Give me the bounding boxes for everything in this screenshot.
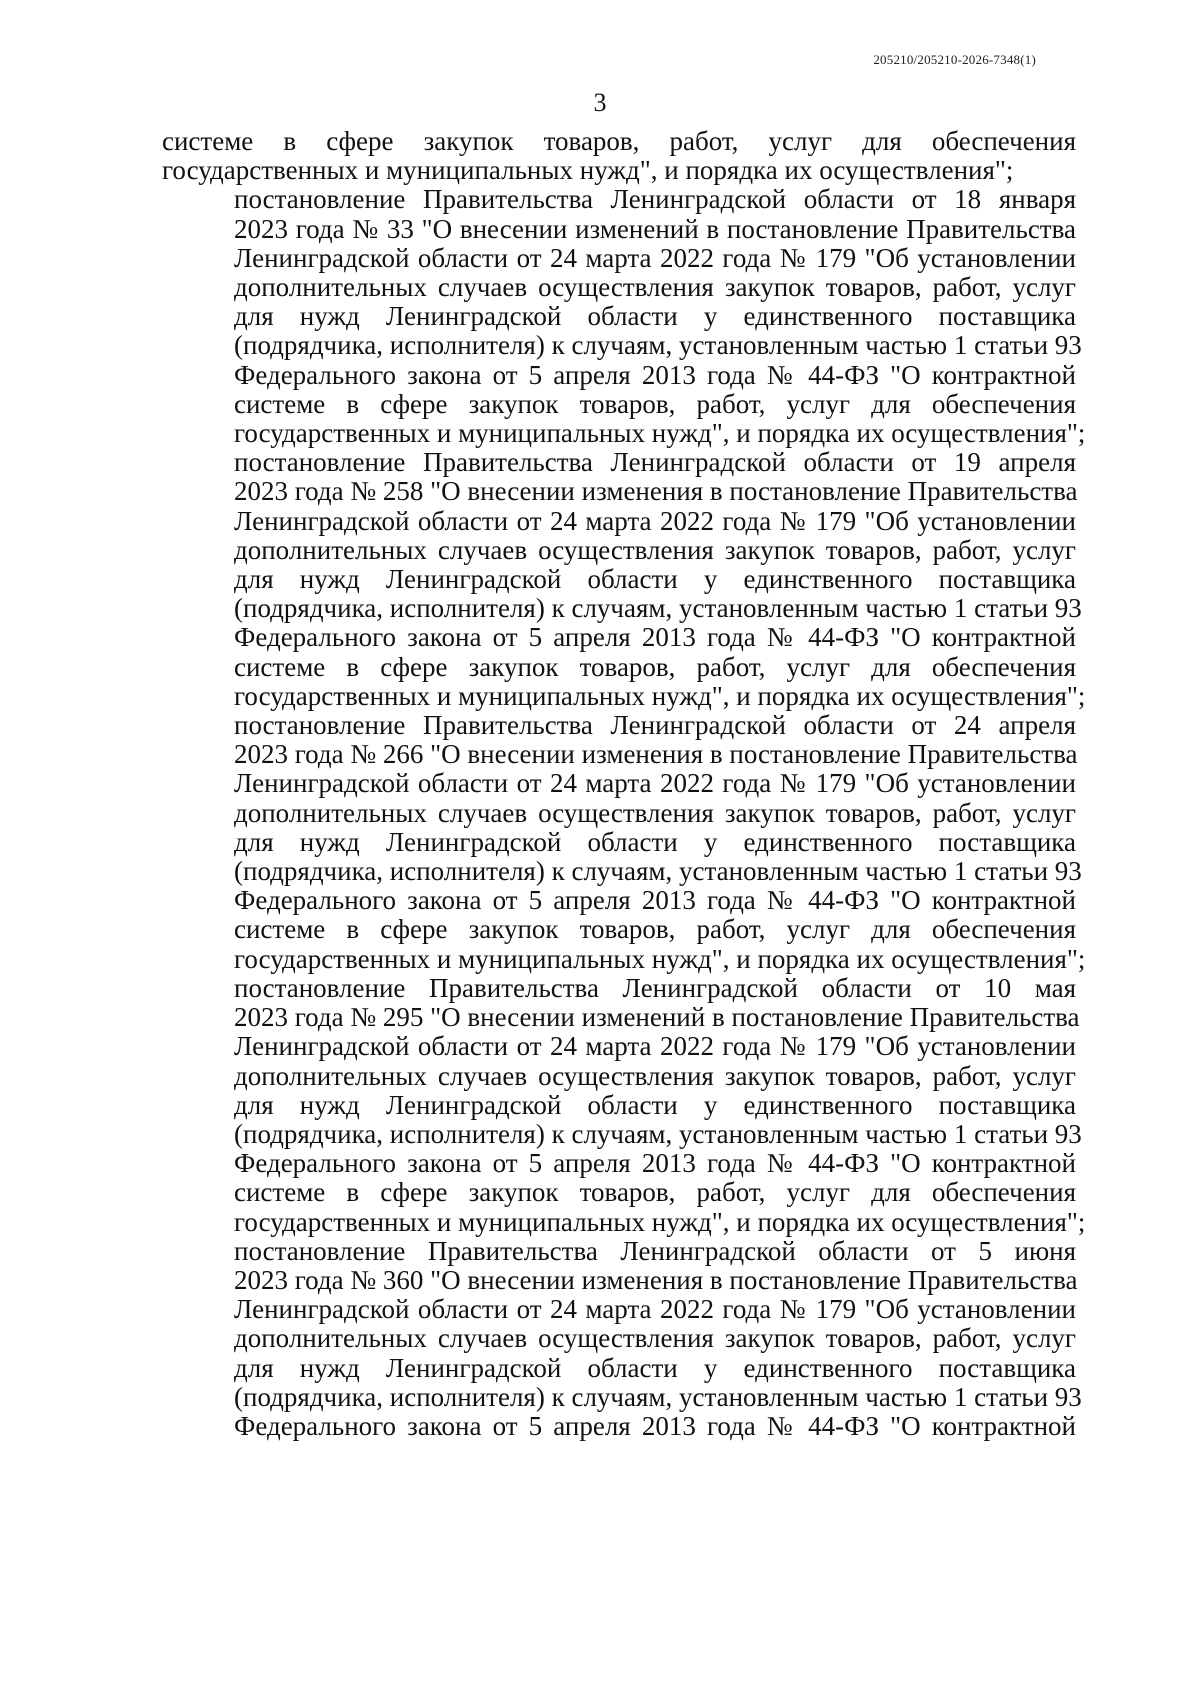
text-line: Федерального закона от 5 апреля 2013 года № 44-ФЗ "О контрактной	[234, 1410, 1076, 1441]
text-line: Ленинградской области от 24 марта 2022 года № 179 "Об установлении	[234, 505, 1076, 536]
text-line: 2023 года № 295 "О внесении изменений в постановление Правительства	[234, 1002, 1080, 1033]
paragraph-continuation	[162, 127, 1076, 185]
text-line: (подрядчика, исполнителя) к случаям, установленным частью 1 статьи 93	[234, 1381, 1082, 1412]
text-line: Федерального закона от 5 апреля 2013 года № 44-ФЗ "О контрактной	[234, 622, 1076, 653]
text-line: системе в сфере закупок товаров, работ, услуг для обеспечения	[162, 126, 1076, 156]
text-line: Федерального закона от 5 апреля 2013 года № 44-ФЗ "О контрактной	[234, 885, 1076, 916]
paragraph-decree-18-january	[162, 184, 1086, 449]
text-line: (подрядчика, исполнителя) к случаям, установленным частью 1 статьи 93	[234, 330, 1082, 361]
text-line: 2023 года № 33 "О внесении изменений в постановление Правительства	[234, 213, 1076, 244]
text-line: дополнительных случаев осуществления закупок товаров, работ, услуг	[234, 534, 1076, 565]
text-line: Ленинградской области от 24 марта 2022 года № 179 "Об установлении	[234, 242, 1076, 273]
page-number: 3	[593, 88, 607, 117]
paragraph-decree-19-april	[162, 447, 1086, 711]
text-line: Федерального закона от 5 апреля 2013 года № 44-ФЗ "О контрактной	[234, 1148, 1076, 1179]
paragraph-decree-5-june	[162, 1235, 1082, 1441]
text-line: Ленинградской области от 24 марта 2022 года № 179 "Об установлении	[234, 768, 1076, 799]
text-line: Ленинградской области от 24 марта 2022 года № 179 "Об установлении	[234, 1031, 1076, 1062]
text-line: постановление Правительства Ленинградской области от 18 января	[234, 184, 1076, 215]
text-line: Ленинградской области от 24 марта 2022 года № 179 "Об установлении	[234, 1294, 1076, 1325]
text-line: постановление Правительства Ленинградской области от 5 июня	[234, 1235, 1076, 1266]
text-line: 2023 года № 258 "О внесении изменения в постановление Правительства	[234, 476, 1078, 507]
text-line: (подрядчика, исполнителя) к случаям, установленным частью 1 статьи 93	[234, 593, 1082, 624]
text-line: постановление Правительства Ленинградской области от 19 апреля	[234, 447, 1076, 478]
text-line: дополнительных случаев осуществления закупок товаров, работ, услуг	[234, 272, 1076, 303]
text-line: системе в сфере закупок товаров, работ, услуг для обеспечения	[234, 914, 1076, 945]
text-line: (подрядчика, исполнителя) к случаям, установленным частью 1 статьи 93	[234, 1118, 1082, 1149]
text-line: постановление Правительства Ленинградской области от 10 мая	[234, 972, 1076, 1003]
text-line: государственных и муниципальных нужд", и порядка их осуществления";	[234, 943, 1086, 974]
text-line: государственных и муниципальных нужд", и порядка их осуществления";	[234, 1206, 1086, 1237]
paragraph-decree-24-april	[162, 710, 1086, 974]
text-line: государственных и муниципальных нужд", и порядка их осуществления";	[162, 155, 1014, 186]
document-body	[162, 126, 1086, 1441]
text-line: системе в сфере закупок товаров, работ, услуг для обеспечения	[234, 651, 1076, 682]
text-line: (подрядчика, исполнителя) к случаям, установленным частью 1 статьи 93	[234, 856, 1082, 887]
text-line: системе в сфере закупок товаров, работ, услуг для обеспечения	[234, 1177, 1076, 1208]
text-line: системе в сфере закупок товаров, работ, услуг для обеспечения	[234, 388, 1076, 419]
text-line: государственных и муниципальных нужд", и порядка их осуществления";	[234, 418, 1086, 449]
text-line: дополнительных случаев осуществления закупок товаров, работ, услуг	[234, 797, 1076, 828]
text-line: 2023 года № 266 "О внесении изменения в постановление Правительства	[234, 739, 1078, 770]
text-line: государственных и муниципальных нужд", и порядка их осуществления";	[234, 680, 1086, 711]
text-line: Федерального закона от 5 апреля 2013 года № 44-ФЗ "О контрактной	[234, 359, 1076, 390]
text-line: дополнительных случаев осуществления закупок товаров, работ, услуг	[234, 1323, 1076, 1354]
text-line: для нужд Ленинградской области у единственного поставщика	[234, 564, 1076, 595]
text-line: для нужд Ленинградской области у единственного поставщика	[234, 826, 1076, 857]
paragraph-decree-10-may	[162, 972, 1086, 1237]
text-line: для нужд Ленинградской области у единственного поставщика	[234, 301, 1076, 332]
text-line: для нужд Ленинградской области у единственного поставщика	[234, 1352, 1076, 1383]
text-line: постановление Правительства Ленинградской области от 24 апреля	[234, 710, 1076, 741]
text-line: для нужд Ленинградской области у единственного поставщика	[234, 1089, 1076, 1120]
text-line: дополнительных случаев осуществления закупок товаров, работ, услуг	[234, 1060, 1076, 1091]
document-id: 205210/205210-2026-7348(1)	[873, 52, 1036, 67]
text-line: 2023 года № 360 "О внесении изменения в постановление Правительства	[234, 1264, 1078, 1295]
